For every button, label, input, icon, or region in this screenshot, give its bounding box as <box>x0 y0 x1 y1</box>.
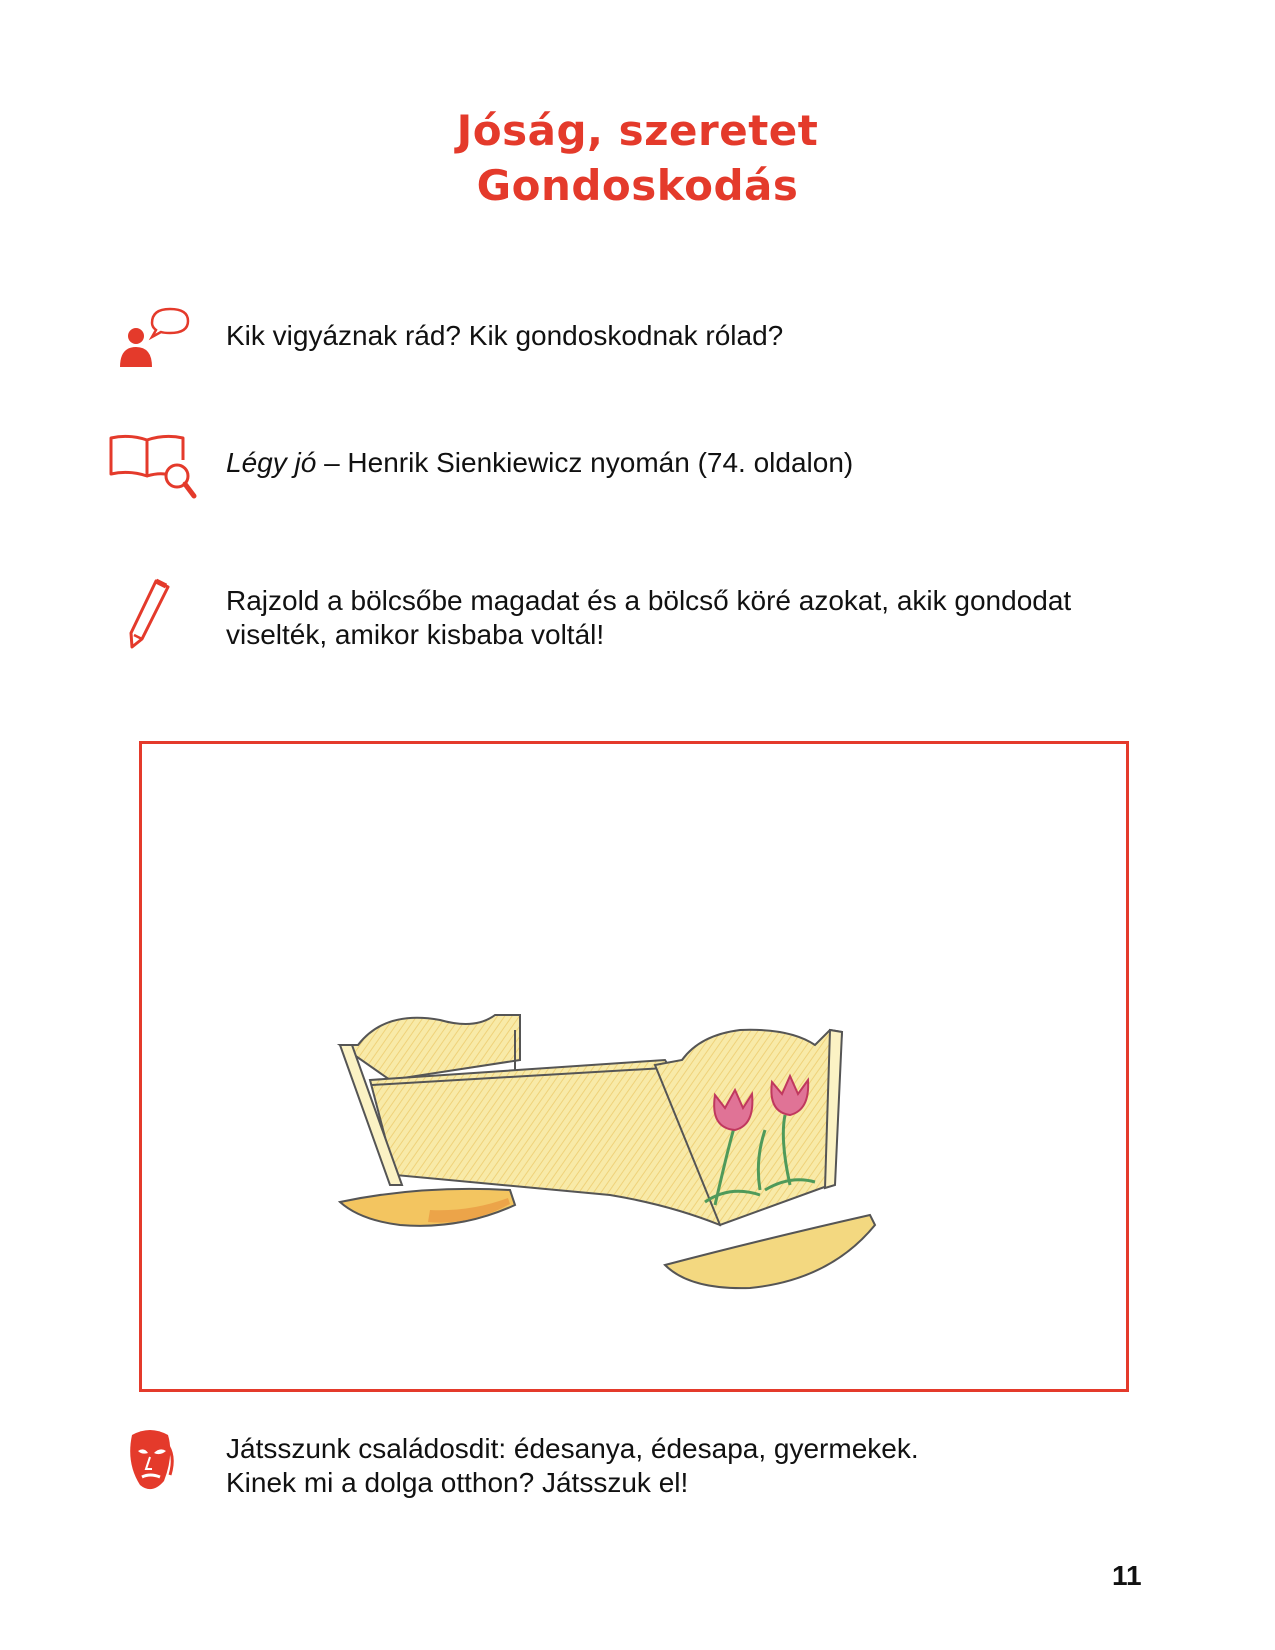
task-drawing-line-1: Rajzold a bölcsőbe magadat és a bölcső köré azokat, akik gondodat <box>226 585 1072 616</box>
task-role-play-line-1: Játsszunk családosdit: édesanya, édesapa, gyermekek. <box>226 1433 919 1464</box>
speaking-person-icon <box>114 303 192 369</box>
page-number: 11 <box>1112 1560 1142 1591</box>
task-role-play-text <box>226 1432 919 1500</box>
story-source: – Henrik Sienkiewicz nyomán (74. oldalon) <box>316 447 854 478</box>
task-reading-text <box>226 446 853 480</box>
cradle-illustration <box>310 990 910 1300</box>
task-role-play-line-2: Kinek mi a dolga otthon? Játsszuk el! <box>226 1467 689 1498</box>
pencil-icon <box>126 577 174 651</box>
task-discussion-text: Kik vigyáznak rád? Kik gondoskodnak rólad? <box>226 320 784 351</box>
task-drawing-text <box>226 584 1071 652</box>
title-line-1: Jóság, szeretet <box>456 106 819 155</box>
mask-icon <box>122 1425 178 1497</box>
task-drawing-line-2: viselték, amikor kisbaba voltál! <box>226 619 605 650</box>
story-title: Légy jó <box>226 447 317 478</box>
book-magnifier-icon <box>107 430 197 502</box>
title-line-2: Gondoskodás <box>476 161 799 210</box>
